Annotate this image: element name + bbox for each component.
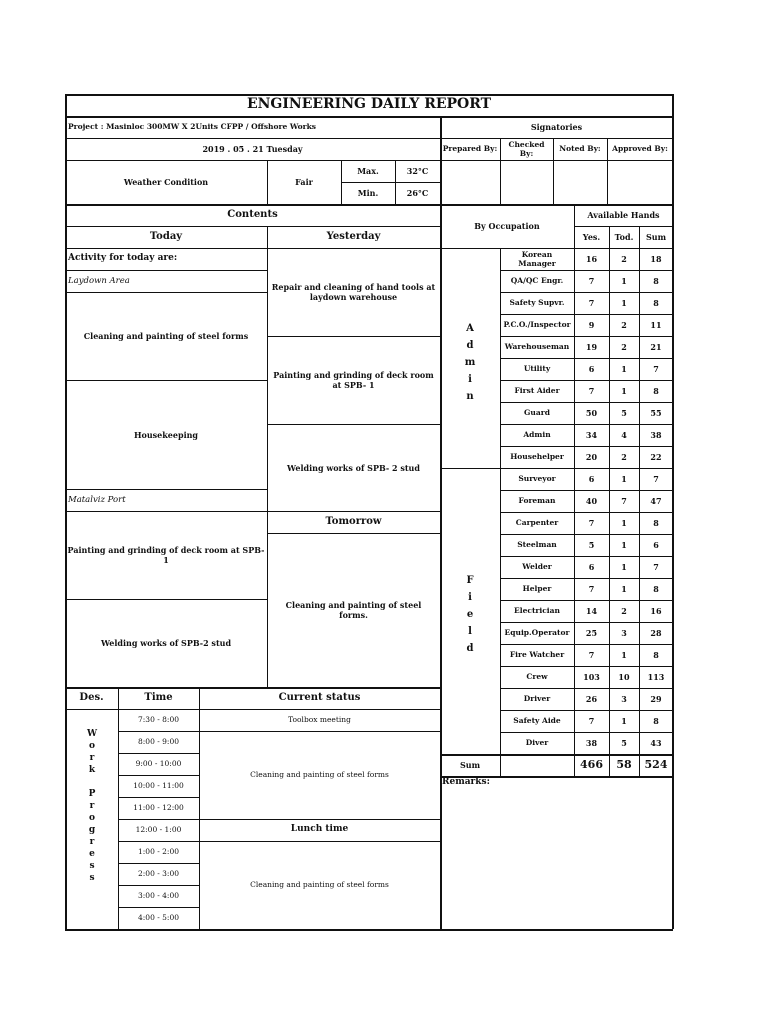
grid-line [199, 731, 440, 732]
grid-line [118, 753, 199, 754]
des-header: Des. [79, 691, 104, 703]
vertical-letter: l [468, 626, 472, 637]
max-temp-value: 32°C [406, 166, 429, 176]
count-yesterday: 6 [588, 364, 595, 374]
occupation-name: Diver [525, 738, 549, 748]
count-yesterday: 25 [585, 628, 598, 638]
grid-line [118, 797, 199, 798]
count-sum: 7 [653, 474, 659, 484]
grid-line [500, 270, 673, 271]
count-today: 1 [621, 276, 627, 286]
grid-line [199, 841, 440, 842]
checked-by-label: Checked By: [508, 139, 545, 158]
grid-line [65, 687, 440, 689]
grid-line [500, 578, 673, 579]
count-sum: 8 [653, 518, 659, 528]
min-temp-label: Min. [357, 188, 379, 198]
grid-line [500, 292, 673, 293]
max-temp-label: Max. [357, 166, 379, 176]
grid-line [118, 687, 119, 929]
grid-line [500, 138, 501, 204]
count-today: 4 [621, 430, 627, 440]
occupation-name: Electrician [514, 606, 560, 616]
count-yesterday: 7 [588, 584, 595, 594]
count-yesterday: 38 [585, 738, 598, 748]
count-today: 1 [621, 298, 627, 308]
grid-line [65, 709, 440, 710]
count-sum: 113 [647, 672, 665, 682]
occupation-name: QA/QC Engr. [510, 276, 564, 286]
grid-line [65, 138, 673, 139]
grid-line [118, 775, 199, 776]
report-date: 2019 . 05 . 21 Tuesday [202, 144, 303, 154]
grid-line [65, 929, 673, 931]
weather-condition: Fair [295, 177, 313, 187]
remarks-label: Remarks: [442, 777, 490, 787]
grid-line [607, 138, 608, 204]
count-sum: 21 [650, 342, 662, 352]
vertical-letter: i [468, 374, 472, 385]
count-sum: 29 [650, 694, 662, 704]
time-slot: 10:00 - 11:00 [133, 781, 184, 791]
count-yesterday: 103 [583, 672, 600, 682]
vertical-letter: A [466, 323, 474, 334]
grid-line [267, 511, 440, 512]
grid-line [118, 885, 199, 886]
count-today: 1 [621, 540, 627, 550]
grid-line [500, 490, 673, 491]
col-yes-header: Yes. [582, 232, 601, 242]
occupation-name: Steelman [517, 540, 557, 550]
noted-by-label: Noted By: [559, 144, 601, 154]
vertical-letter: o [88, 741, 95, 751]
occupation-name: Korean Manager [518, 249, 556, 268]
admin-group-label [460, 320, 480, 405]
count-today: 1 [621, 650, 627, 660]
count-yesterday: 6 [588, 562, 595, 572]
occupation-name: P.C.O./Inspector [503, 320, 571, 330]
grid-line [65, 204, 673, 206]
count-yesterday: 7 [588, 650, 595, 660]
grid-line [65, 226, 440, 227]
count-today: 1 [621, 562, 627, 572]
occupation-name: Utility [523, 364, 551, 374]
status-afternoon-work: Cleaning and painting of steel forms [250, 880, 389, 890]
manpower-total-yes: 466 [580, 758, 603, 772]
vertical-letter: n [466, 391, 474, 402]
occupation-name: Helper [522, 584, 552, 594]
yesterday-header: Yesterday [326, 230, 381, 242]
count-yesterday: 19 [585, 342, 598, 352]
status-lunch: Lunch time [290, 824, 349, 835]
count-yesterday: 50 [585, 408, 598, 418]
grid-line [574, 226, 673, 227]
count-sum: 7 [653, 364, 659, 374]
time-slot: 11:00 - 12:00 [133, 803, 184, 813]
vertical-letter: g [88, 825, 96, 835]
count-yesterday: 40 [585, 496, 598, 506]
count-sum: 11 [650, 320, 662, 330]
count-sum: 16 [650, 606, 662, 616]
today-task: Welding works of SPB-2 stud [100, 638, 232, 648]
col-sum-header: Sum [645, 232, 667, 242]
grid-line [500, 710, 673, 711]
count-today: 2 [621, 320, 627, 330]
grid-line [500, 314, 673, 315]
vertical-letter: r [89, 753, 95, 763]
grid-line [440, 116, 442, 929]
signatories-label: Signatories [530, 122, 583, 132]
grid-line [267, 533, 440, 534]
count-yesterday: 5 [588, 540, 595, 550]
grid-line [500, 380, 673, 381]
vertical-letter: W [86, 729, 98, 739]
tomorrow-header: Tomorrow [325, 515, 382, 527]
count-yesterday: 34 [585, 430, 598, 440]
occupation-name: Foreman [518, 496, 556, 506]
vertical-letter: r [89, 801, 95, 811]
count-yesterday: 7 [588, 716, 595, 726]
occupation-name: Warehouseman [504, 342, 570, 352]
approved-by-label: Approved By: [612, 144, 668, 154]
count-today: 7 [621, 496, 627, 506]
grid-line [500, 468, 673, 469]
current-status-header: Current status [278, 691, 361, 703]
count-sum: 47 [650, 496, 662, 506]
yesterday-task: Welding works of SPB- 2 stud [287, 462, 420, 473]
grid-line [500, 556, 673, 557]
tomorrow-task: Cleaning and painting of steel forms. [285, 600, 422, 620]
occupation-name: Safety Aide [513, 716, 561, 726]
count-sum: 6 [653, 540, 659, 550]
grid-line [440, 248, 673, 249]
count-today: 1 [621, 584, 627, 594]
occupation-name: Surveyor [518, 474, 556, 484]
grid-line [500, 688, 673, 689]
count-sum: 8 [653, 650, 659, 660]
grid-line [500, 424, 673, 425]
grid-line [553, 138, 554, 204]
grid-line [199, 819, 440, 820]
yesterday-task: Painting and grinding of deck room at SPB- 1 [273, 370, 434, 390]
count-today: 1 [621, 386, 627, 396]
weather-label: Weather Condition [123, 177, 209, 187]
count-yesterday: 26 [585, 694, 598, 704]
col-tod-header: Tod. [614, 232, 634, 242]
count-yesterday: 6 [588, 474, 595, 484]
count-sum: 22 [650, 452, 662, 462]
today-task: Housekeeping [133, 429, 199, 440]
time-slot: 9:00 - 10:00 [135, 759, 182, 769]
grid-line [118, 731, 199, 732]
time-slot: 12:00 - 1:00 [135, 825, 182, 835]
time-slot: 3:00 - 4:00 [138, 891, 179, 901]
count-yesterday: 7 [588, 298, 595, 308]
occupation-name: Safety Supvr. [509, 298, 565, 308]
time-slot: 2:00 - 3:00 [138, 869, 179, 879]
vertical-letter: F [466, 575, 474, 586]
grid-line [65, 489, 267, 490]
count-today: 1 [621, 518, 627, 528]
contents-header: Contents [227, 208, 278, 220]
grid-line [500, 336, 673, 337]
grid-line [500, 644, 673, 645]
occupation-name: Househelper [510, 452, 564, 462]
report-title: ENGINEERING DAILY REPORT [246, 96, 492, 113]
grid-line [639, 226, 640, 776]
vertical-letter: i [468, 592, 472, 603]
status-toolbox: Toolbox meeting [288, 715, 351, 725]
grid-line [118, 819, 199, 820]
grid-line [609, 226, 610, 776]
vertical-letter: o [88, 813, 95, 823]
occupation-name: Crew [526, 672, 548, 682]
count-yesterday: 7 [588, 518, 595, 528]
grid-line [500, 512, 673, 513]
grid-line [440, 776, 673, 778]
count-sum: 8 [653, 276, 659, 286]
grid-line [118, 841, 199, 842]
count-sum: 18 [650, 254, 662, 264]
grid-line [65, 248, 440, 249]
grid-line [440, 754, 673, 756]
status-morning-work: Cleaning and painting of steel forms [250, 770, 389, 780]
grid-line [199, 687, 200, 929]
vertical-letter: e [466, 609, 474, 620]
field-group-label [460, 572, 480, 657]
count-sum: 43 [650, 738, 662, 748]
occupation-name: Driver [523, 694, 551, 704]
count-yesterday: 7 [588, 386, 595, 396]
count-today: 2 [621, 254, 627, 264]
vertical-letter: P [88, 789, 96, 799]
count-today: 2 [621, 342, 627, 352]
count-sum: 28 [650, 628, 662, 638]
vertical-letter: e [89, 849, 95, 859]
grid-line [500, 666, 673, 667]
manpower-total-sum: 524 [644, 758, 668, 772]
count-today: 3 [621, 694, 627, 704]
vertical-letter: d [466, 643, 474, 654]
grid-line [65, 599, 267, 600]
location-laydown-area: Laydown Area [68, 275, 130, 286]
occupation-name: Admin [523, 430, 551, 440]
count-sum: 7 [653, 562, 659, 572]
vertical-letter [90, 776, 93, 788]
prepared-by-label: Prepared By: [442, 144, 498, 154]
grid-line [500, 600, 673, 601]
yesterday-task: Repair and cleaning of hand tools at laydown warehouse [271, 282, 436, 302]
vertical-letter: s [89, 873, 95, 883]
vertical-letter: k [88, 765, 96, 775]
count-today: 3 [621, 628, 627, 638]
grid-line [500, 402, 673, 403]
today-task: Cleaning and painting of steel forms [83, 331, 249, 341]
grid-line [267, 226, 268, 687]
grid-line [500, 622, 673, 623]
work-progress-label [82, 728, 102, 884]
grid-line [65, 270, 267, 271]
time-slot: 1:00 - 2:00 [138, 847, 179, 857]
occupation-name: First Aider [514, 386, 560, 396]
min-temp-value: 26°C [406, 188, 429, 198]
manpower-total-label: Sum [459, 760, 481, 770]
occupation-name: Equip.Operator [504, 628, 570, 638]
grid-line [341, 182, 440, 183]
grid-line [500, 732, 673, 733]
time-slot: 7:30 - 8:00 [138, 715, 179, 725]
available-hands-header: Available Hands [587, 210, 660, 220]
count-sum: 8 [653, 386, 659, 396]
grid-line [65, 380, 267, 381]
grid-line [118, 863, 199, 864]
grid-line [65, 94, 673, 96]
time-slot: 8:00 - 9:00 [138, 737, 179, 747]
count-sum: 8 [653, 716, 659, 726]
vertical-letter: m [464, 357, 476, 368]
vertical-letter: d [466, 340, 474, 351]
count-sum: 38 [650, 430, 662, 440]
count-today: 2 [621, 452, 627, 462]
count-sum: 55 [650, 408, 662, 418]
time-slot: 4:00 - 5:00 [138, 913, 179, 923]
activity-label: Activity for today are: [68, 253, 178, 264]
grid-line [65, 511, 267, 512]
grid-line [118, 907, 199, 908]
vertical-letter: r [89, 837, 95, 847]
vertical-letter: s [89, 861, 95, 871]
grid-line [65, 116, 673, 118]
grid-line [267, 336, 440, 337]
by-occupation-header: By Occupation [474, 221, 540, 231]
count-today: 10 [618, 672, 630, 682]
today-header: Today [149, 230, 183, 242]
count-yesterday: 7 [588, 276, 595, 286]
grid-line [500, 534, 673, 535]
count-sum: 8 [653, 584, 659, 594]
count-today: 1 [621, 364, 627, 374]
grid-line [65, 292, 267, 293]
grid-line [267, 160, 268, 204]
manpower-total-tod: 58 [616, 758, 632, 772]
grid-line [65, 160, 673, 161]
occupation-name: Carpenter [515, 518, 559, 528]
occupation-name: Welder [522, 562, 552, 572]
occupation-name: Guard [524, 408, 550, 418]
grid-line [500, 358, 673, 359]
today-task: Painting and grinding of deck room at SPB- 1 [67, 545, 265, 565]
grid-line [500, 446, 673, 447]
count-today: 5 [621, 408, 627, 418]
count-yesterday: 14 [585, 606, 598, 616]
count-yesterday: 9 [588, 320, 595, 330]
count-today: 2 [621, 606, 627, 616]
occupation-name: Fire Watcher [509, 650, 565, 660]
count-today: 1 [621, 474, 627, 484]
count-today: 1 [621, 716, 627, 726]
count-yesterday: 20 [585, 452, 598, 462]
count-yesterday: 16 [585, 254, 598, 264]
time-header: Time [144, 691, 173, 703]
location-matalviz-port: Matalviz Port [68, 494, 126, 505]
count-today: 5 [621, 738, 627, 748]
project-name: Project : Masinloc 300MW X 2Units CFPP / Offshore Works [68, 122, 317, 132]
grid-line [267, 424, 440, 425]
count-sum: 8 [653, 298, 659, 308]
grid-line [440, 468, 500, 469]
